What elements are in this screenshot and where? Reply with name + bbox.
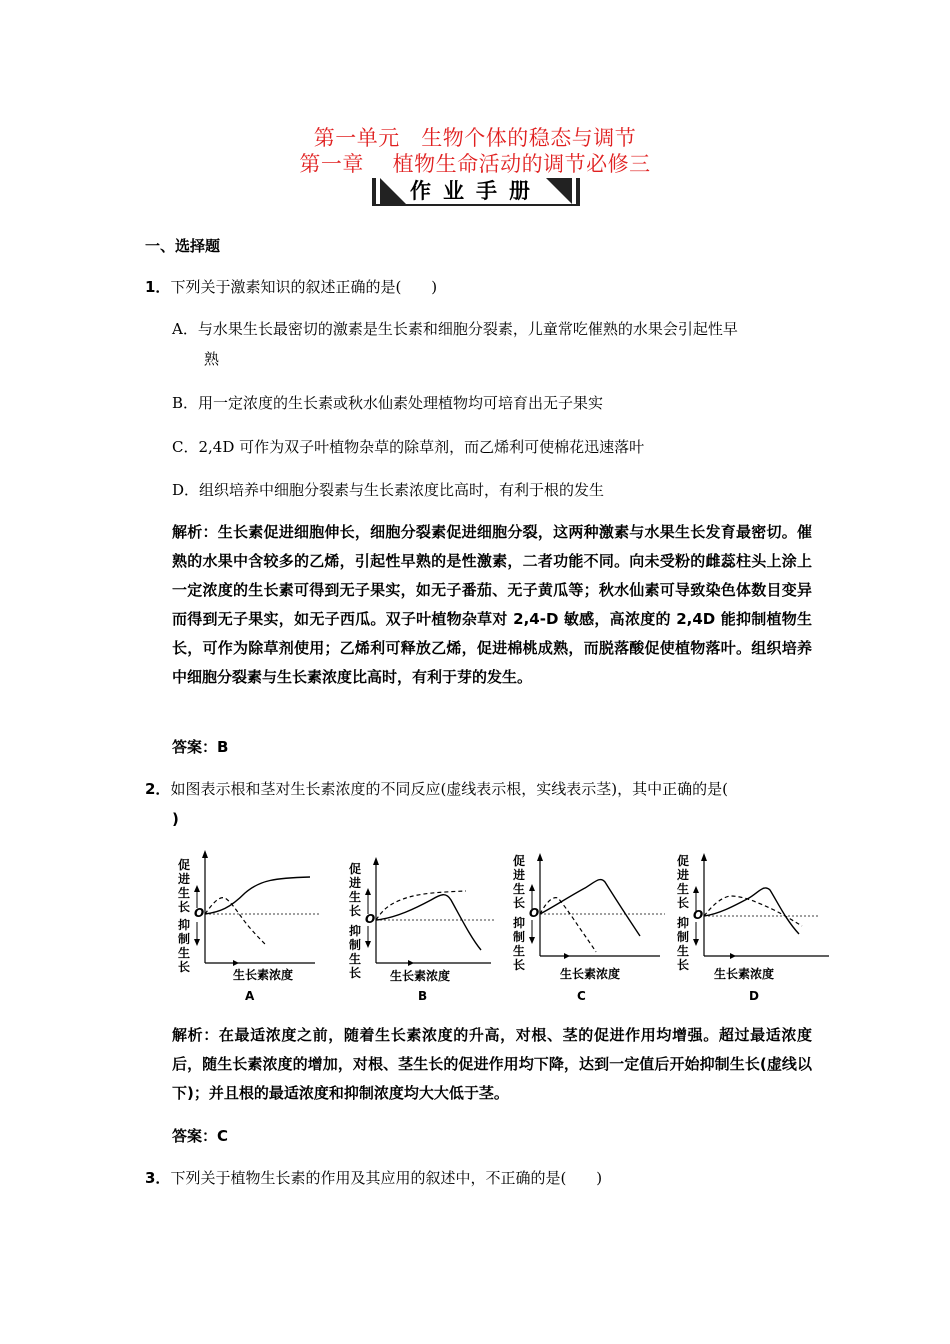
graph-d-plot (674, 848, 844, 1008)
graph-b-origin: O (365, 912, 376, 926)
graph-b-ylabel-top: 促进生长 (348, 862, 361, 918)
q1-option-d: D．组织培养中细胞分裂素与生长素浓度比高时，有利于根的发生 (172, 481, 605, 499)
graph-d-ylabel-top: 促进生长 (676, 854, 689, 910)
q1-stem (145, 276, 437, 298)
graph-c-ylabel-top: 促进生长 (512, 854, 525, 910)
q1-option-c: C．2,4D 可作为双子叶植物杂草的除草剂，而乙烯利可使棉花迅速落叶 (172, 438, 645, 456)
q3-text: 下列关于植物生长素的作用及其应用的叙述中，不正确的是( ) (170, 1169, 603, 1187)
q1-option-b: B．用一定浓度的生长素或秋水仙素处理植物均可培育出无子果实 (172, 394, 604, 412)
q1-analysis: 解析：生长素促进细胞伸长，细胞分裂素促进细胞分裂，这两种激素与水果生长发育最密切。催熟的水果中含较多的乙烯，引起性早熟的是性激素，二者功能不同。向未受粉的雌蕊柱头上涂上一定浓度的生长素可得到无子果实，如无子番茄、无子黄瓜等；秋水仙素可导致染色体数目变异而得到无子果实，如无子西瓜。双子叶植物杂草对 2,4-D 敏感，高浓度的 2,4D 能抑制植物生长，可作为除草剂使用；乙烯利可释放乙烯，促进棉桃成熟，而脱落酸促使植物落叶。组织培养中细胞分裂素与生长素浓度比高时，有利于芽的发生。 (172, 523, 812, 686)
graph-c-xlabel: 生长素浓度 (560, 967, 621, 981)
q2-answer: 答案：C (172, 1127, 229, 1145)
q2-number: 2． (145, 780, 171, 798)
graph-a-panel-label: A (245, 989, 255, 1003)
section-heading: 一、选择题 (145, 237, 221, 255)
q1-text: 下列关于激素知识的叙述正确的是( ) (170, 278, 438, 296)
graph-c-panel-label: C (577, 989, 586, 1003)
graph-d-origin: O (693, 908, 704, 922)
graph-c (510, 848, 680, 1008)
graph-b-panel-label: B (418, 989, 428, 1003)
q2-text: 如图表示根和茎对生长素浓度的不同反应(虚线表示根，实线表示茎)，其中正确的是( (170, 780, 728, 798)
q1-answer: 答案：B (172, 738, 229, 756)
q2-stem (145, 778, 728, 800)
graph-d-xlabel: 生长素浓度 (714, 967, 775, 981)
graph-a-plot (175, 848, 345, 1008)
q1-number: 1． (145, 278, 171, 296)
homework-banner (372, 176, 580, 206)
q3-stem (145, 1167, 602, 1189)
graph-d (674, 848, 844, 1008)
graph-a-ylabel-bottom: 抑制生长 (177, 918, 190, 974)
q2-stem-cont: ) (172, 810, 179, 828)
q3-number: 3． (145, 1169, 171, 1187)
graph-b (346, 848, 516, 1008)
graph-b-xlabel: 生长素浓度 (390, 969, 451, 983)
graph-a-origin: O (194, 906, 205, 920)
q1-option-a: A．与水果生长最密切的激素是生长素和细胞分裂素，儿童常吃催熟的水果会引起性早 (172, 320, 738, 338)
graph-c-ylabel-bottom: 抑制生长 (512, 916, 525, 972)
graph-d-panel-label: D (749, 989, 759, 1003)
graph-a-ylabel-top: 促进生长 (177, 858, 190, 914)
graph-c-plot (510, 848, 680, 1008)
graph-b-ylabel-bottom: 抑制生长 (348, 924, 361, 980)
graph-b-plot (346, 848, 516, 1008)
banner-text: 作业手册 (410, 179, 542, 203)
graph-c-origin: O (529, 906, 540, 920)
q2-analysis: 解析：在最适浓度之前，随着生长素浓度的升高，对根、茎的促进作用均增强。超过最适浓度后，随生长素浓度的增加，对根、茎生长的促进作用均下降，达到一定值后开始抑制生长(虚线以下)；并且根的最适浓度和抑制浓度均大大低于茎。 (172, 1026, 812, 1102)
chapter-title: 第一章 植物生命活动的调节必修三 (299, 152, 651, 176)
unit-title: 第一单元 生物个体的稳态与调节 (313, 126, 637, 150)
graph-d-ylabel-bottom: 抑制生长 (676, 916, 689, 972)
q1-option-a-cont: 熟 (204, 350, 220, 368)
graph-a-xlabel: 生长素浓度 (233, 968, 294, 982)
graph-a (175, 848, 345, 1008)
